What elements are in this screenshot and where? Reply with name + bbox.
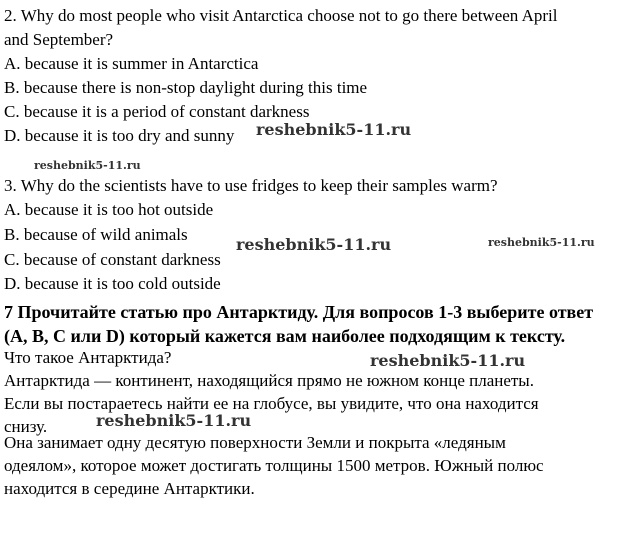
paragraph-2-line-3: находится в середине Антарктики. [4, 479, 255, 498]
watermark: reshebnik5-11.ru [34, 159, 141, 172]
article-title: Что такое Антарктида? [4, 348, 172, 367]
watermark: reshebnik5-11.ru [236, 235, 392, 254]
task-7-heading-line-2: (A, B, C или D) который кажется вам наиболее подходящим к тексту. [4, 326, 566, 346]
question-3-option-b: B. because of wild animals [4, 225, 188, 244]
question-2-option-b: B. because there is non-stop daylight during this time [4, 78, 368, 97]
watermark: reshebnik5-11.ru [488, 236, 595, 249]
watermark: reshebnik5-11.ru [256, 120, 412, 139]
question-2-option-d: D. because it is too dry and sunny [4, 126, 235, 145]
question-2-text-line-2: and September? [4, 30, 114, 49]
question-3-option-d: D. because it is too cold outside [4, 274, 221, 293]
task-7-heading-line-1: 7 Прочитайте статью про Антарктиду. Для вопросов 1-3 выберите ответ [4, 302, 594, 322]
question-2-text-line-1: 2. Why do most people who visit Antarctica choose not to go there between April [4, 6, 558, 25]
question-2-option-a: A. because it is summer in Antarctica [4, 54, 259, 73]
paragraph-2-line-1: Она занимает одну десятую поверхности Земли и покрыта «ледяным [4, 433, 506, 452]
watermark: reshebnik5-11.ru [370, 351, 526, 370]
paragraph-2-line-2: одеялом», которое может достигать толщины 1500 метров. Южный полюс [4, 456, 544, 475]
paragraph-1-line-2: Если вы постараетесь найти ее на глобусе, вы увидите, что она находится [4, 394, 539, 413]
paragraph-1-line-3: снизу. [4, 417, 48, 436]
watermark: reshebnik5-11.ru [96, 411, 252, 430]
question-3-option-c: C. because of constant darkness [4, 250, 221, 269]
question-3-text: 3. Why do the scientists have to use fridges to keep their samples warm? [4, 176, 498, 195]
question-3-option-a: A. because it is too hot outside [4, 200, 214, 219]
paragraph-1-line-1: Антарктида — континент, находящийся прямо не южном конце планеты. [4, 371, 534, 390]
question-2-option-c: C. because it is a period of constant darkness [4, 102, 310, 121]
